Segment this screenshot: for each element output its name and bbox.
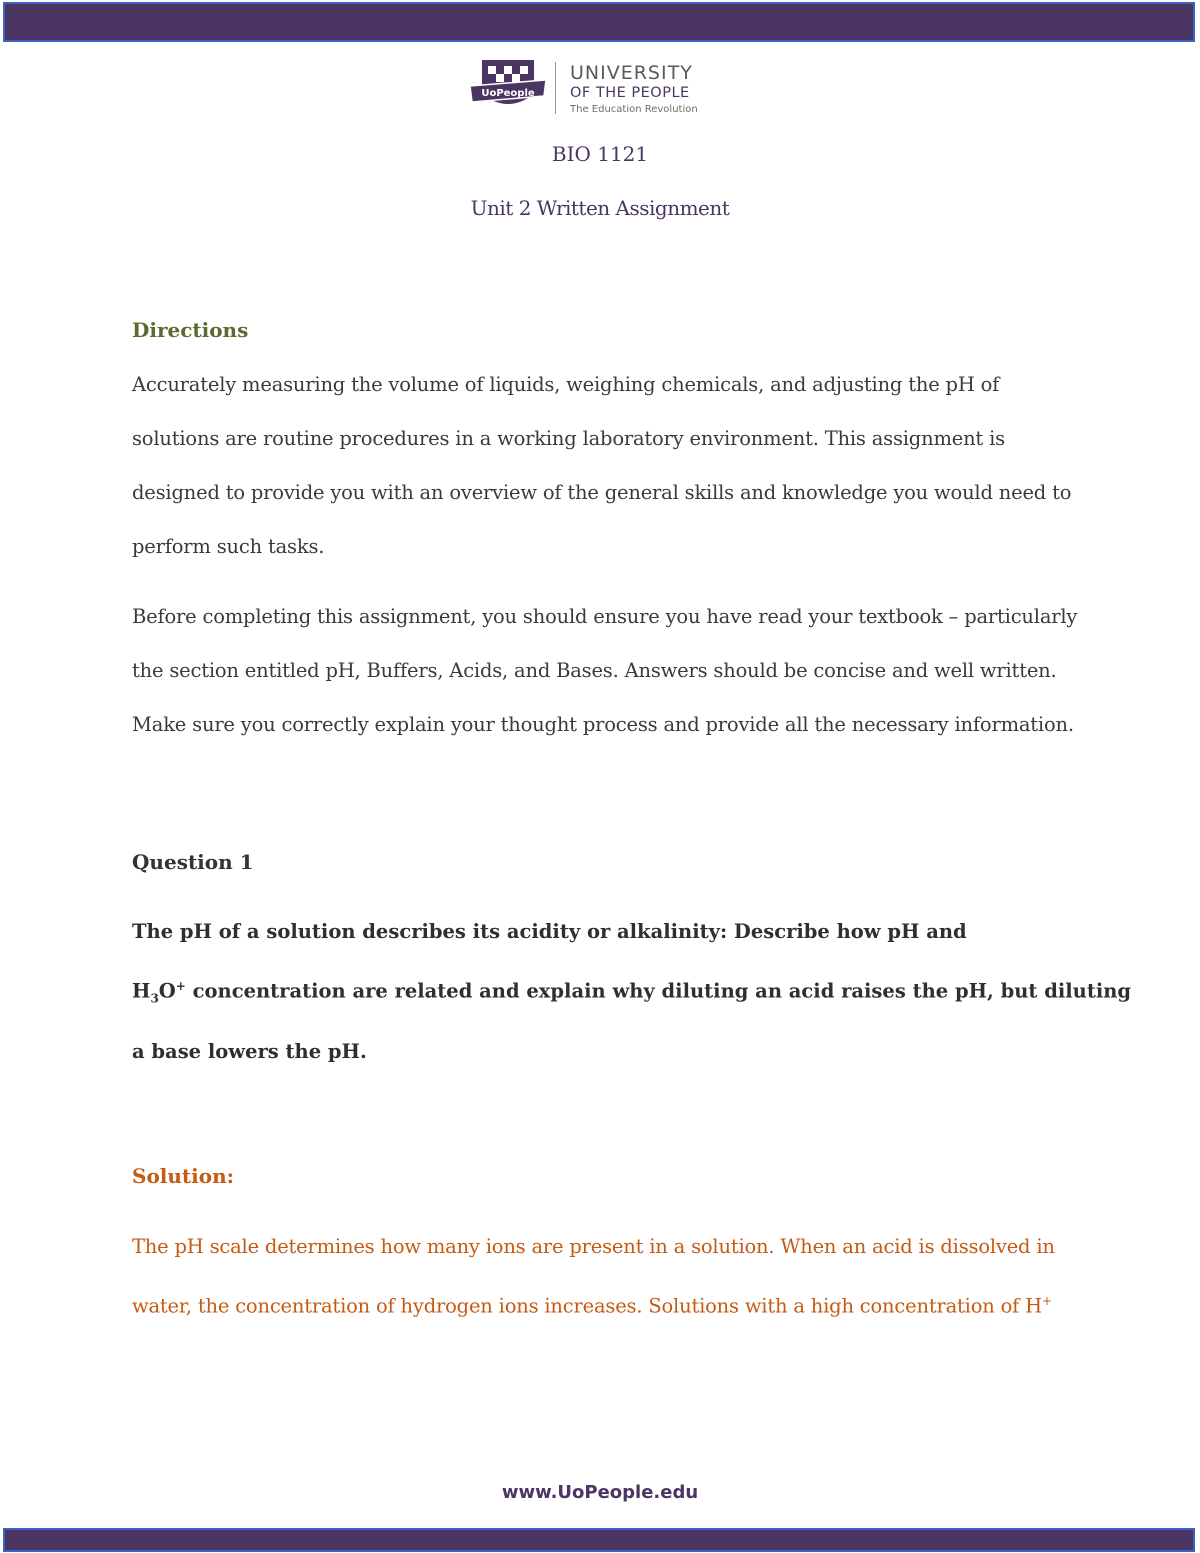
- solution-superscript: +: [1041, 1294, 1052, 1308]
- text-line: Accurately measuring the volume of liquids, weighing chemicals, and adjusting the pH of: [132, 373, 1000, 396]
- university-logo: [465, 42, 727, 134]
- formula-o: O: [158, 979, 176, 1003]
- text-line: Make sure you correctly explain your thought process and provide all the necessary information.: [132, 713, 1074, 736]
- logo-divider: [555, 62, 556, 114]
- question-line: The pH of a solution describes its acidity or alkalinity: Describe how pH and: [132, 920, 967, 943]
- formula-superscript: +: [175, 979, 186, 993]
- text-line: Before completing this assignment, you should ensure you have read your textbook – particularly: [132, 605, 1078, 628]
- bottom-color-band: [3, 1528, 1195, 1552]
- uopeople-shield-icon: [468, 56, 548, 118]
- logo-of-the-people: OF THE PEOPLE: [570, 85, 690, 101]
- logo-badge-text: UoPeople: [481, 88, 535, 99]
- solution-line: [132, 1274, 1072, 1334]
- text-line: solutions are routine procedures in a working laboratory environment. This assignment is: [132, 427, 1005, 450]
- question-line: [132, 959, 1132, 1025]
- question-line: a base lowers the pH.: [132, 1040, 367, 1064]
- solution-heading: Solution:: [132, 1164, 235, 1188]
- logo-university: UNIVERSITY: [570, 62, 693, 84]
- text-line: the section entitled pH, Buffers, Acids, and Bases. Answers should be concise and well written.: [132, 659, 1057, 682]
- solution-text: [132, 1220, 1072, 1334]
- solution-line-text: water, the concentration of hydrogen ions increases. Solutions with a high concentration of H: [132, 1294, 1042, 1318]
- solution-line: The pH scale determines how many ions are present in a solution. When an acid is dissolved in: [132, 1235, 1055, 1258]
- text-line: designed to provide you with an overview of the general skills and knowledge you would need to: [132, 481, 1072, 504]
- formula-subscript: 3: [150, 991, 159, 1006]
- formula-h: H: [132, 979, 151, 1003]
- footer-url[interactable]: www.UoPeople.edu: [501, 1482, 699, 1503]
- directions-heading: Directions: [132, 318, 249, 342]
- directions-paragraph-2: [132, 590, 1078, 752]
- question-line-rest: concentration are related and explain why diluting an acid raises the pH, but diluting: [185, 979, 1132, 1003]
- question-1-heading: Question 1: [132, 850, 254, 874]
- assignment-title: Unit 2 Written Assignment: [470, 196, 730, 220]
- question-1-text: [132, 905, 1132, 1079]
- logo-tagline: The Education Revolution: [570, 104, 698, 115]
- course-code: BIO 1121: [551, 142, 649, 166]
- top-color-band: [3, 2, 1195, 42]
- text-line: perform such tasks.: [132, 535, 325, 558]
- directions-paragraph-1: [132, 358, 1072, 574]
